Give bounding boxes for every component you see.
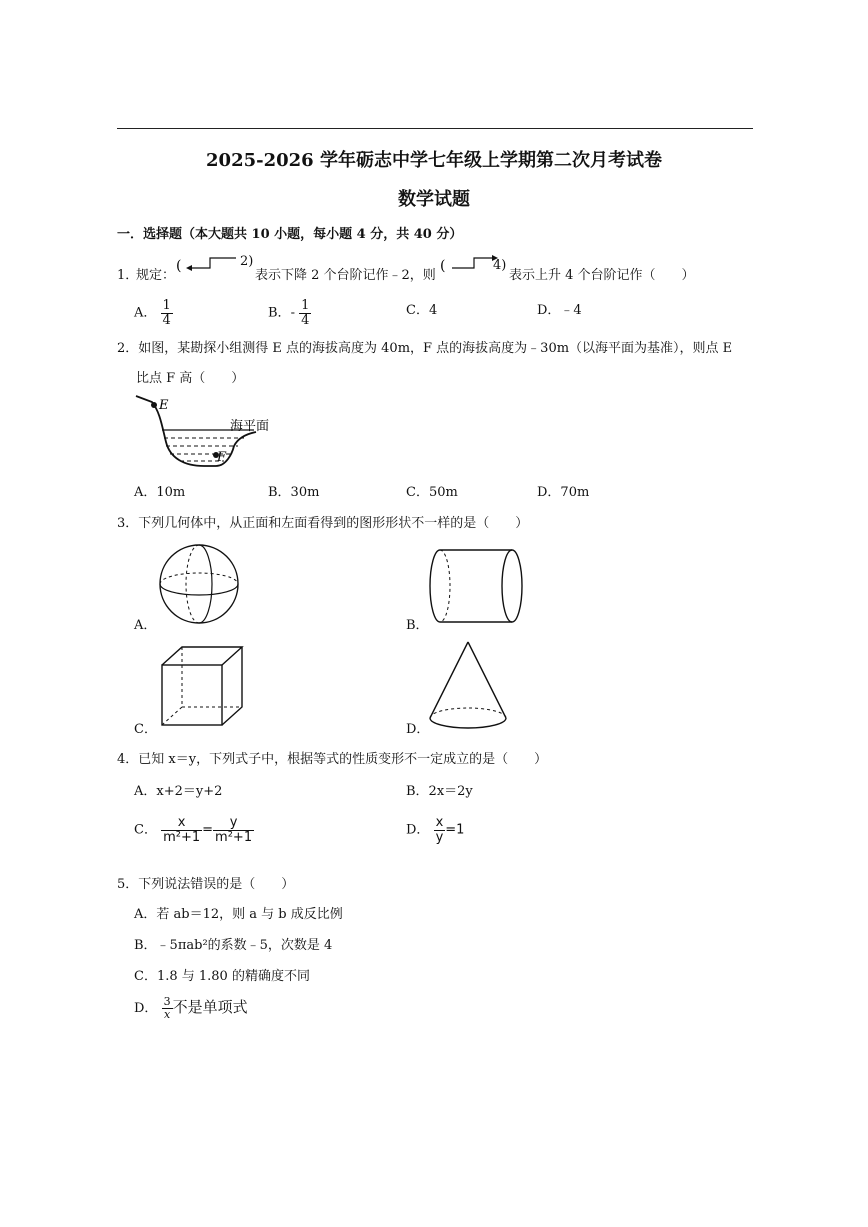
q5-option-a: A．若 ab＝12，则 a 与 b 成反比例 (134, 907, 343, 922)
option-letter: D． (406, 822, 430, 838)
q5-option-b: B．﹣5πab²的系数﹣5，次数是 4 (134, 938, 333, 953)
q1-option-c: C．4 (406, 303, 438, 318)
header-rule (117, 128, 753, 129)
numerator: x (435, 815, 444, 830)
q1-number: 1． (117, 268, 139, 283)
option-letter: B． (268, 305, 291, 321)
option-text: 不是单项式 (172, 998, 248, 1016)
q2-option-a: A．10m (134, 485, 186, 500)
q2-stem-line2: 比点 F 高（ ） (136, 371, 245, 386)
denominator: m²+1 (163, 829, 201, 845)
label-sea-level: 海平面 (230, 419, 270, 434)
fraction (161, 816, 202, 844)
option-letter: C． (134, 822, 157, 838)
fraction (161, 299, 173, 327)
q2-option-c: C．50m (406, 485, 458, 500)
q2-option-b: B．30m (268, 485, 320, 500)
q5-stem: 5．下列说法错误的是（ ） (117, 877, 295, 892)
equals-sign: = (202, 822, 214, 838)
numerator: 3 (163, 995, 171, 1009)
minus-sign: - (290, 305, 295, 321)
label-f: F (217, 450, 227, 465)
label-e: E (159, 398, 169, 413)
cube-icon (160, 645, 244, 727)
q5-option-d (134, 996, 248, 1021)
q1-option-b (268, 299, 311, 327)
step-down-label: 2) (240, 254, 254, 269)
q3-stem: 3．下列几何体中，从正面和左面看得到的图形形状不一样的是（ ） (117, 516, 529, 531)
denominator: 4 (162, 312, 171, 328)
q2-option-d: D．70m (537, 485, 590, 500)
q5-option-c: C．1.8 与 1.80 的精确度不同 (134, 969, 310, 984)
section-heading: 一．选择题（本大题共 10 小题，每小题 4 分，共 40 分） (117, 227, 463, 242)
q3-option-a: A． (134, 618, 157, 633)
point-e (151, 402, 157, 408)
terrain-figure (134, 392, 274, 470)
denominator: x (163, 1008, 171, 1021)
denominator: 4 (301, 312, 310, 328)
denominator: y (435, 829, 444, 845)
q1-mid: 表示下降 2 个台阶记作﹣2，则 (255, 268, 436, 283)
q2-stem-line1: 2．如图，某勘探小组测得 E 点的海拔高度为 40m，F 点的海拔高度为﹣30m（以海平面为基准），则点 E (117, 341, 733, 356)
rhs: =1 (445, 822, 465, 838)
svg-text:(: ( (440, 258, 446, 274)
exam-title: 2025-2026 学年砺志中学七年级上学期第二次月考试卷 (206, 150, 662, 171)
option-letter: D． (134, 1001, 158, 1016)
q4-option-b: B．2x＝2y (406, 784, 473, 799)
fraction (299, 299, 311, 327)
cone-icon (428, 640, 508, 732)
fraction (434, 816, 446, 844)
q3-option-d: D． (406, 722, 430, 737)
numerator: x (161, 816, 202, 831)
svg-text:(: ( (176, 258, 182, 274)
q1-option-d: D．﹣4 (537, 303, 582, 318)
numerator: y (213, 816, 254, 831)
denominator: m²+1 (215, 829, 253, 845)
q3-option-b: B． (406, 618, 429, 633)
q4-option-c (134, 816, 254, 844)
sphere-icon (158, 543, 240, 625)
option-letter: A． (134, 305, 157, 321)
fraction (162, 996, 173, 1020)
q1-option-a (134, 299, 173, 327)
q3-option-c: C． (134, 722, 157, 737)
numerator: 1 (162, 298, 171, 313)
q4-option-a: A．x+2＝y+2 (134, 784, 223, 799)
q4-stem: 4．已知 x＝y，下列式子中，根据等式的性质变形不一定成立的是（ ） (117, 752, 548, 767)
q1-pre: 规定： (136, 268, 176, 283)
step-up-label: 4) (493, 258, 507, 273)
fraction (213, 816, 254, 844)
q1-post: 表示上升 4 个台阶记作（ ） (509, 268, 695, 283)
cylinder-icon (428, 548, 524, 624)
q4-option-d (406, 816, 464, 844)
exam-subtitle: 数学试题 (398, 189, 470, 210)
numerator: 1 (301, 298, 310, 313)
